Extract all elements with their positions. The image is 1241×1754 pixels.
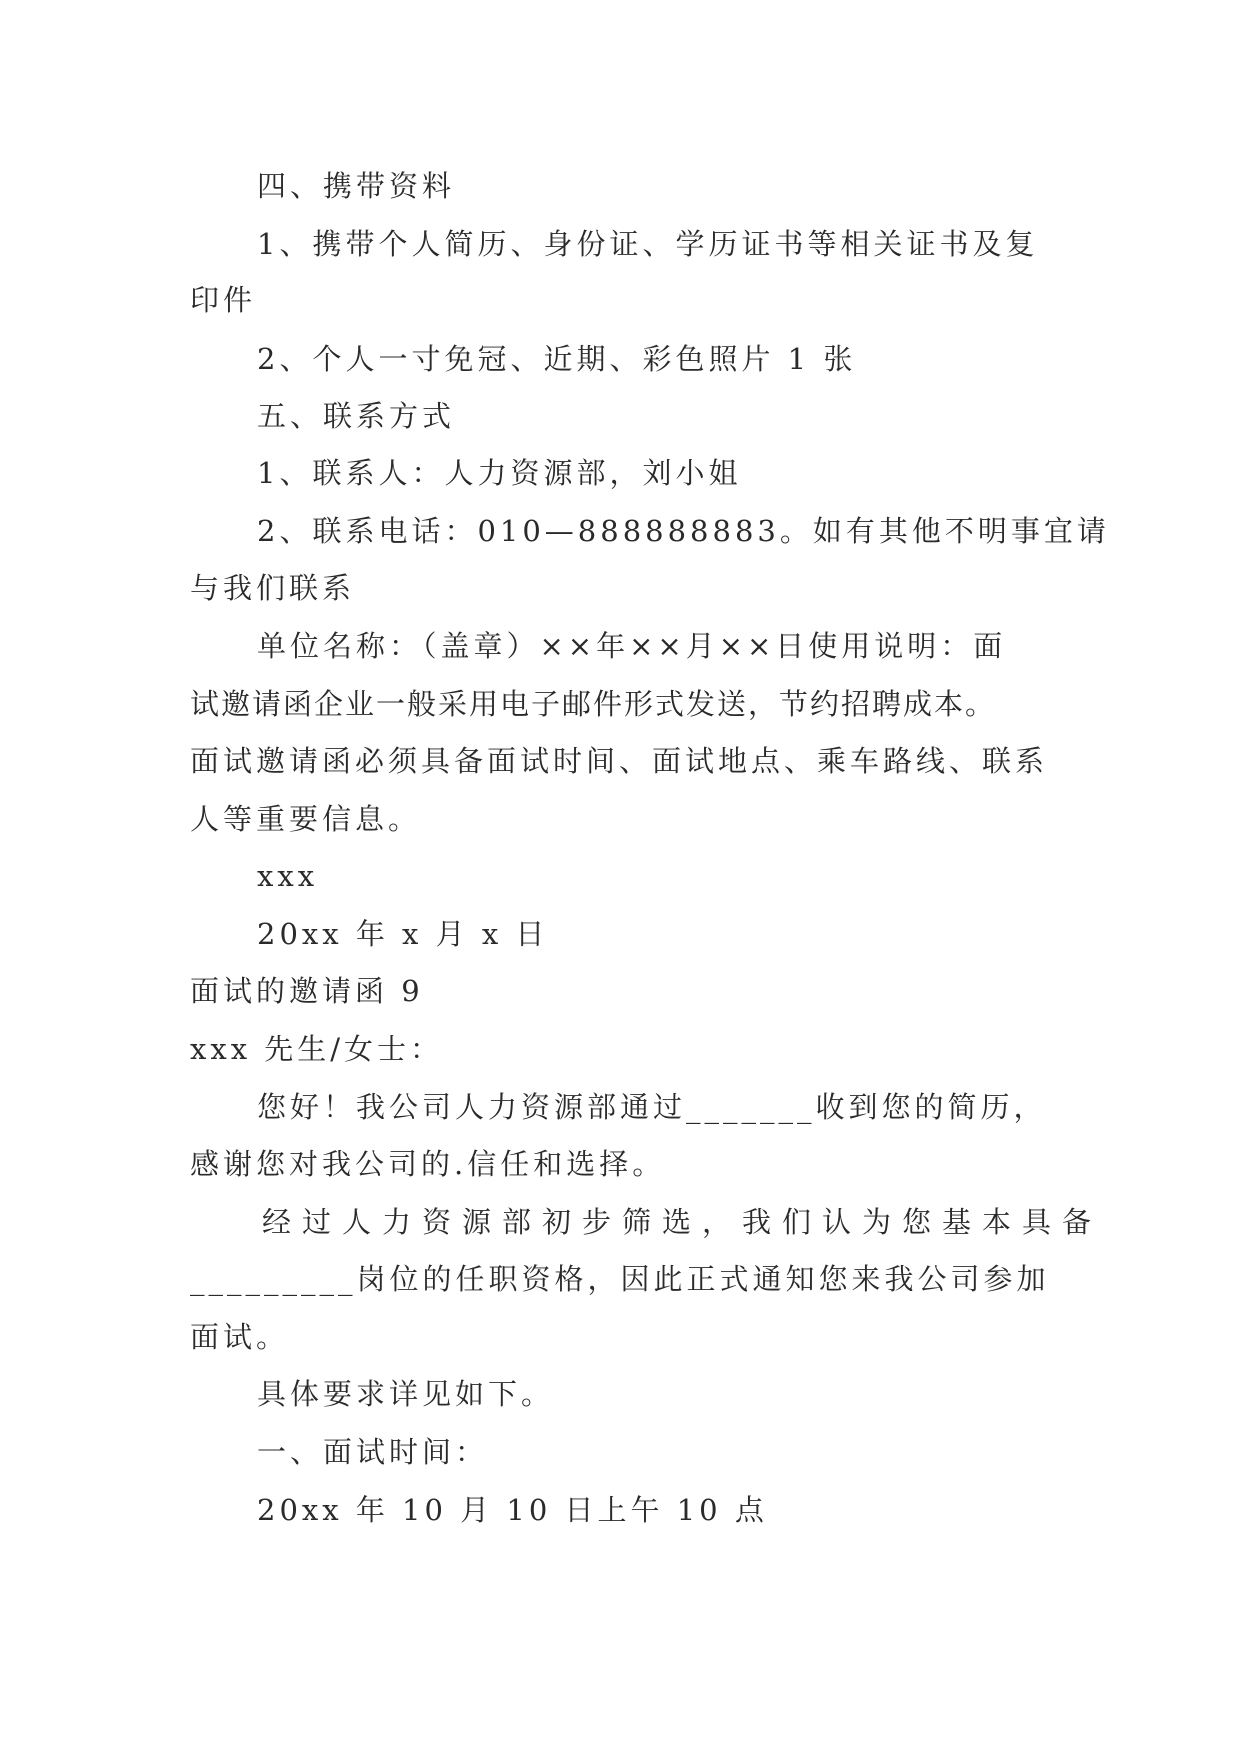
paragraph-line: 1、携带个人简历、身份证、学历证书等相关证书及复	[257, 227, 1039, 261]
signature-name: xxx	[257, 859, 319, 893]
paragraph-line: 2、个人一寸免冠、近期、彩色照片 1 张	[257, 342, 857, 376]
paragraph-line: 与我们联系	[190, 571, 356, 605]
paragraph-line: 人等重要信息。	[190, 802, 422, 836]
paragraph-line: 试邀请函企业一般采用电子邮件形式发送，节约招聘成本。	[190, 687, 997, 721]
paragraph-line: 1、联系人：人力资源部，刘小姐	[257, 456, 742, 490]
paragraph-line: 您好！我公司人力资源部通过_______收到您的简历，	[257, 1090, 1047, 1124]
paragraph-line: 面试邀请函必须具备面试时间、面试地点、乘车路线、联系	[190, 744, 1049, 778]
section-heading-materials: 四、携带资料	[257, 169, 456, 203]
paragraph-line: 经过人力资源部初步筛选，我们认为您基本具备	[262, 1205, 1103, 1239]
paragraph-line: 面试。	[190, 1320, 290, 1354]
interview-time-value: 20xx 年 10 月 10 日上午 10 点	[257, 1493, 768, 1527]
section-heading-contact: 五、联系方式	[257, 399, 456, 433]
section-heading-interview-time: 一、面试时间：	[257, 1435, 489, 1469]
paragraph-line: 具体要求详见如下。	[257, 1377, 555, 1411]
paragraph-line: 印件	[190, 283, 257, 317]
signature-date: 20xx 年 x 月 x 日	[257, 917, 549, 951]
salutation: xxx 先生/女士：	[190, 1032, 444, 1066]
paragraph-line: 单位名称：（盖章）××年××月××日使用说明：面	[257, 629, 1007, 663]
paragraph-line: 感谢您对我公司的.信任和选择。	[190, 1147, 666, 1181]
paragraph-line: _________岗位的任职资格，因此正式通知您来我公司参加	[190, 1262, 1050, 1296]
letter-title: 面试的邀请函 9	[190, 974, 424, 1008]
paragraph-line: 2、联系电话：010—888888883。如有其他不明事宜请	[257, 514, 1110, 548]
